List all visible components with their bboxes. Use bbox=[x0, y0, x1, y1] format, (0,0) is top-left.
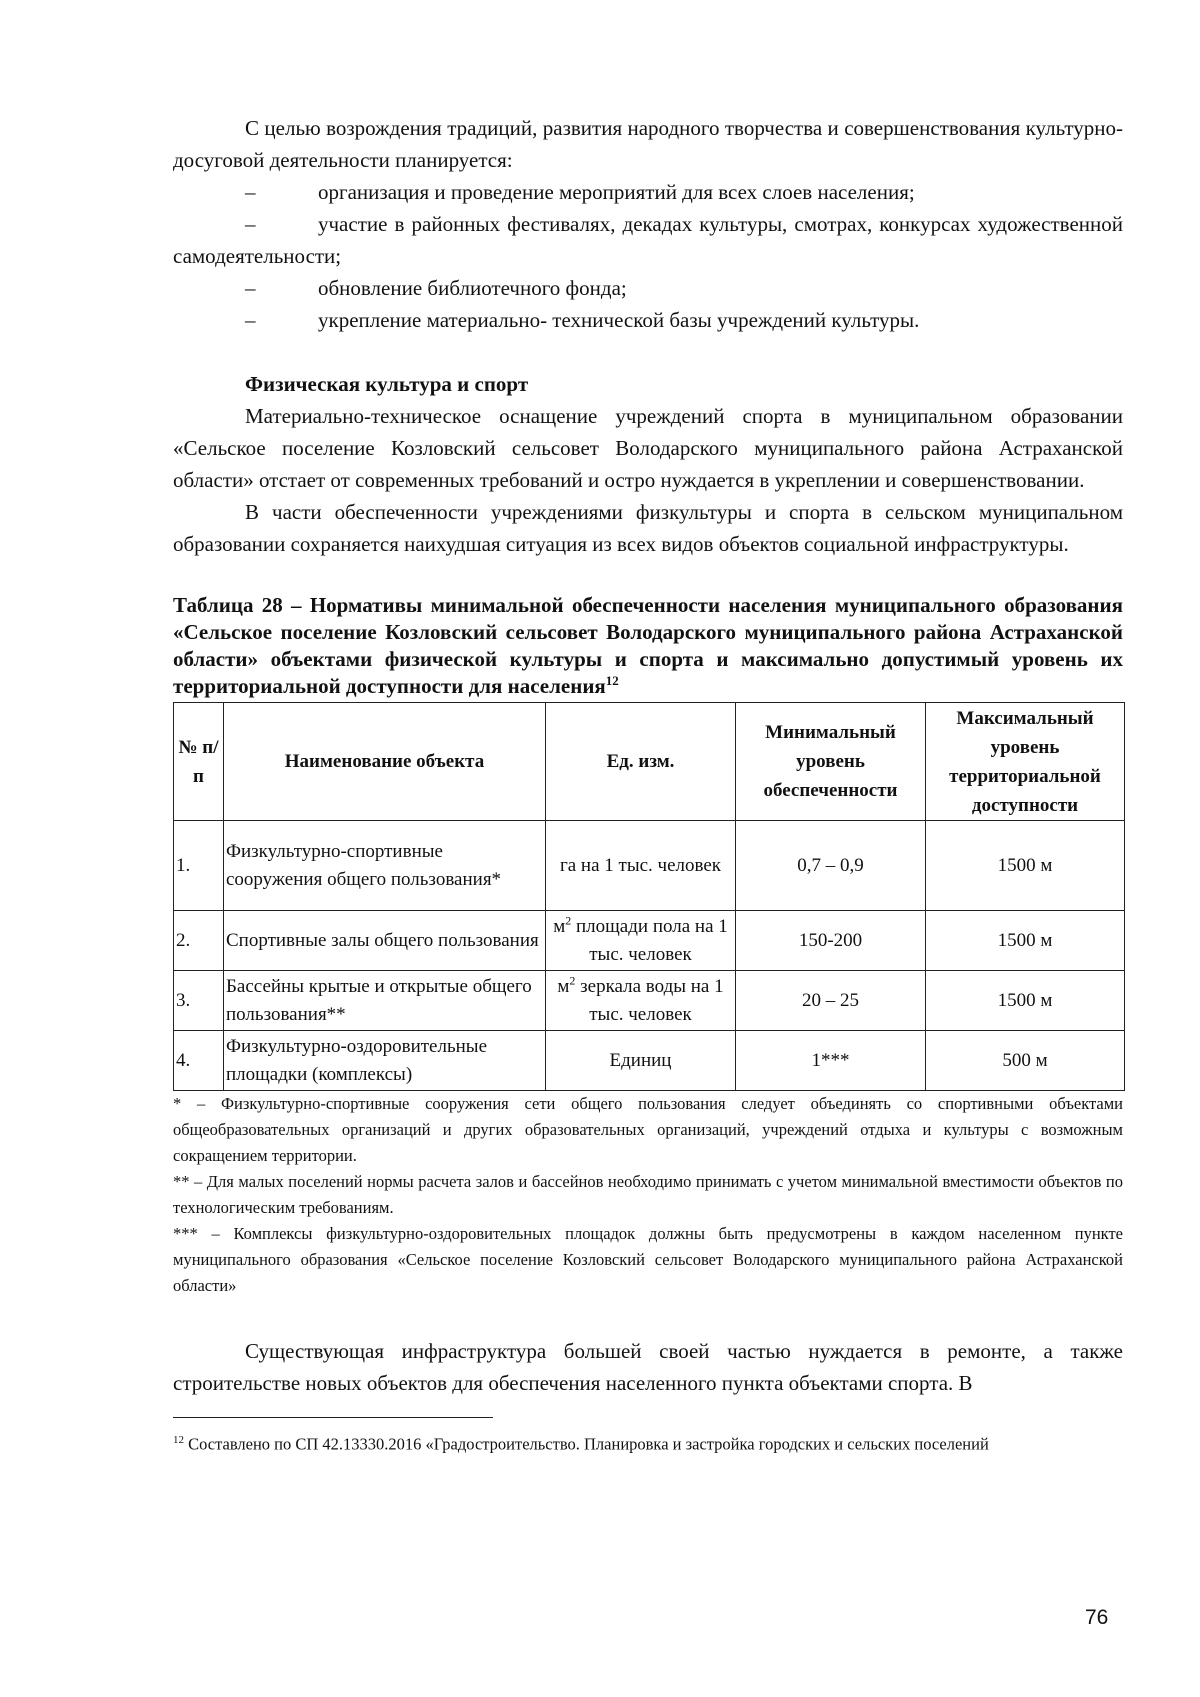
footnote-ref[interactable]: 12 bbox=[605, 673, 619, 688]
list-item bbox=[173, 272, 1123, 304]
unit-text: площади пола на 1 тыс. человек bbox=[571, 915, 728, 965]
page-number: 76 bbox=[1085, 1606, 1109, 1629]
bullet-dash: – bbox=[245, 180, 256, 204]
list-item bbox=[173, 176, 1123, 208]
cell-name: Физкультурно-спортивные сооружения общего пользования* bbox=[224, 821, 546, 911]
closing-paragraph: Существующая инфраструктура большей своей частью нуждается в ремонте, а также строительстве новых объектов для обеспечения населенного пункта объектами спорта. В bbox=[173, 1339, 1123, 1395]
cell-min: 1*** bbox=[736, 1031, 926, 1091]
cell-max: 1500 м bbox=[926, 971, 1125, 1031]
list-item-text: организация и проведение мероприятий для всех слоев населения; bbox=[318, 180, 915, 204]
table-row bbox=[174, 971, 1125, 1031]
footnote-text: Составлено по СП 42.13330.2016 «Градостроительство. Планировка и застройка городских и сельских поселений bbox=[184, 1434, 989, 1454]
cell-unit bbox=[546, 911, 736, 971]
cell-min: 150-200 bbox=[736, 911, 926, 971]
document-page bbox=[173, 112, 1123, 1457]
intro-paragraph: С целью возрождения традиций, развития народного творчества и совершенствования культурно-досуговой деятельности планируется: bbox=[173, 116, 1123, 172]
footnote-mark: 12 bbox=[173, 1434, 184, 1446]
unit-text: зеркала воды на 1 тыс. человек bbox=[575, 975, 724, 1025]
list-item-text: укрепление материально- технической базы учреждений культуры. bbox=[318, 308, 920, 332]
unit-prefix: м bbox=[553, 915, 566, 937]
cell-max: 500 м bbox=[926, 1031, 1125, 1091]
cell-num: 3. bbox=[174, 971, 224, 1031]
footnote-divider bbox=[173, 1417, 493, 1418]
list-item bbox=[173, 208, 1123, 272]
cell-max: 1500 м bbox=[926, 821, 1125, 911]
header-max-access: Максимальный уровень территориальной доступности bbox=[926, 703, 1125, 821]
bullet-dash: – bbox=[245, 308, 256, 332]
footnote bbox=[173, 1428, 1123, 1457]
list-item bbox=[173, 304, 1123, 336]
cell-name: Бассейны крытые и открытые общего пользования** bbox=[224, 971, 546, 1031]
cell-name: Спортивные залы общего пользования bbox=[224, 911, 546, 971]
cell-num: 1. bbox=[174, 821, 224, 911]
cell-max: 1500 м bbox=[926, 911, 1125, 971]
header-min-level: Минимальный уровень обеспеченности bbox=[736, 703, 926, 821]
section-paragraph: В части обеспеченности учреждениями физкультуры и спорта в сельском муниципальном образовании сохраняется наихудшая ситуация из всех видов объектов социальной инфраструктуры. bbox=[173, 500, 1123, 556]
table-row bbox=[174, 1031, 1125, 1091]
table-note: * – Физкультурно-спортивные сооружения сети общего пользования следует объединять со спортивными объектами общеобразовательных организаций и других образовательных организаций, учреждений отдыха и культуры с возможным сокращением территории. bbox=[173, 1094, 1123, 1165]
table-caption bbox=[173, 592, 1123, 700]
norms-table bbox=[173, 702, 1125, 1091]
unit-prefix: м bbox=[557, 975, 570, 997]
cell-unit bbox=[546, 971, 736, 1031]
bullet-dash: – bbox=[245, 212, 256, 236]
bullet-dash: – bbox=[245, 276, 256, 300]
cell-num: 4. bbox=[174, 1031, 224, 1091]
table-note: ** – Для малых поселений нормы расчета залов и бассейнов необходимо принимать с учетом минимальной вместимости объектов по технологическим требованиям. bbox=[173, 1172, 1123, 1217]
section-paragraph: Материально-техническое оснащение учреждений спорта в муниципальном образовании «Сельское поселение Козловский сельсовет Володарского муниципального района Астраханской области» отстает от современных требований и остро нуждается в укреплении и совершенствовании. bbox=[173, 404, 1123, 492]
header-name: Наименование объекта bbox=[224, 703, 546, 821]
section-heading: Физическая культура и спорт bbox=[245, 372, 529, 396]
cell-name: Физкультурно-оздоровительные площадки (комплексы) bbox=[224, 1031, 546, 1091]
table-note: *** – Комплексы физкультурно-оздоровительных площадок должны быть предусмотрены в каждом населенном пункте муниципального образования «Сельское поселение Козловский сельсовет Володарского муниципального района Астраханской области» bbox=[173, 1224, 1123, 1295]
header-num: № п/п bbox=[174, 703, 224, 821]
cell-num: 2. bbox=[174, 911, 224, 971]
table-caption-text: Таблица 28 – Нормативы минимальной обеспеченности населения муниципального образования «Сельское поселение Козловский сельсовет Володарского муниципального района Астраханской области» объектами физической культуры и спорта и максимально допустимый уровень их территориальной доступности для населения bbox=[173, 593, 1123, 698]
list-item-text: обновление библиотечного фонда; bbox=[318, 276, 627, 300]
table-header-row bbox=[174, 703, 1125, 821]
header-unit: Ед. изм. bbox=[546, 703, 736, 821]
cell-unit: Единиц bbox=[546, 1031, 736, 1091]
cell-min: 20 – 25 bbox=[736, 971, 926, 1031]
unit-superscript: 2 bbox=[565, 913, 572, 928]
table-row bbox=[174, 911, 1125, 971]
list-item-text: участие в районных фестивалях, декадах культуры, смотрах, конкурсах художественной самодеятельности; bbox=[173, 212, 1123, 268]
unit-superscript: 2 bbox=[569, 973, 576, 988]
cell-unit: га на 1 тыс. человек bbox=[546, 821, 736, 911]
table-row bbox=[174, 821, 1125, 911]
cell-min: 0,7 – 0,9 bbox=[736, 821, 926, 911]
